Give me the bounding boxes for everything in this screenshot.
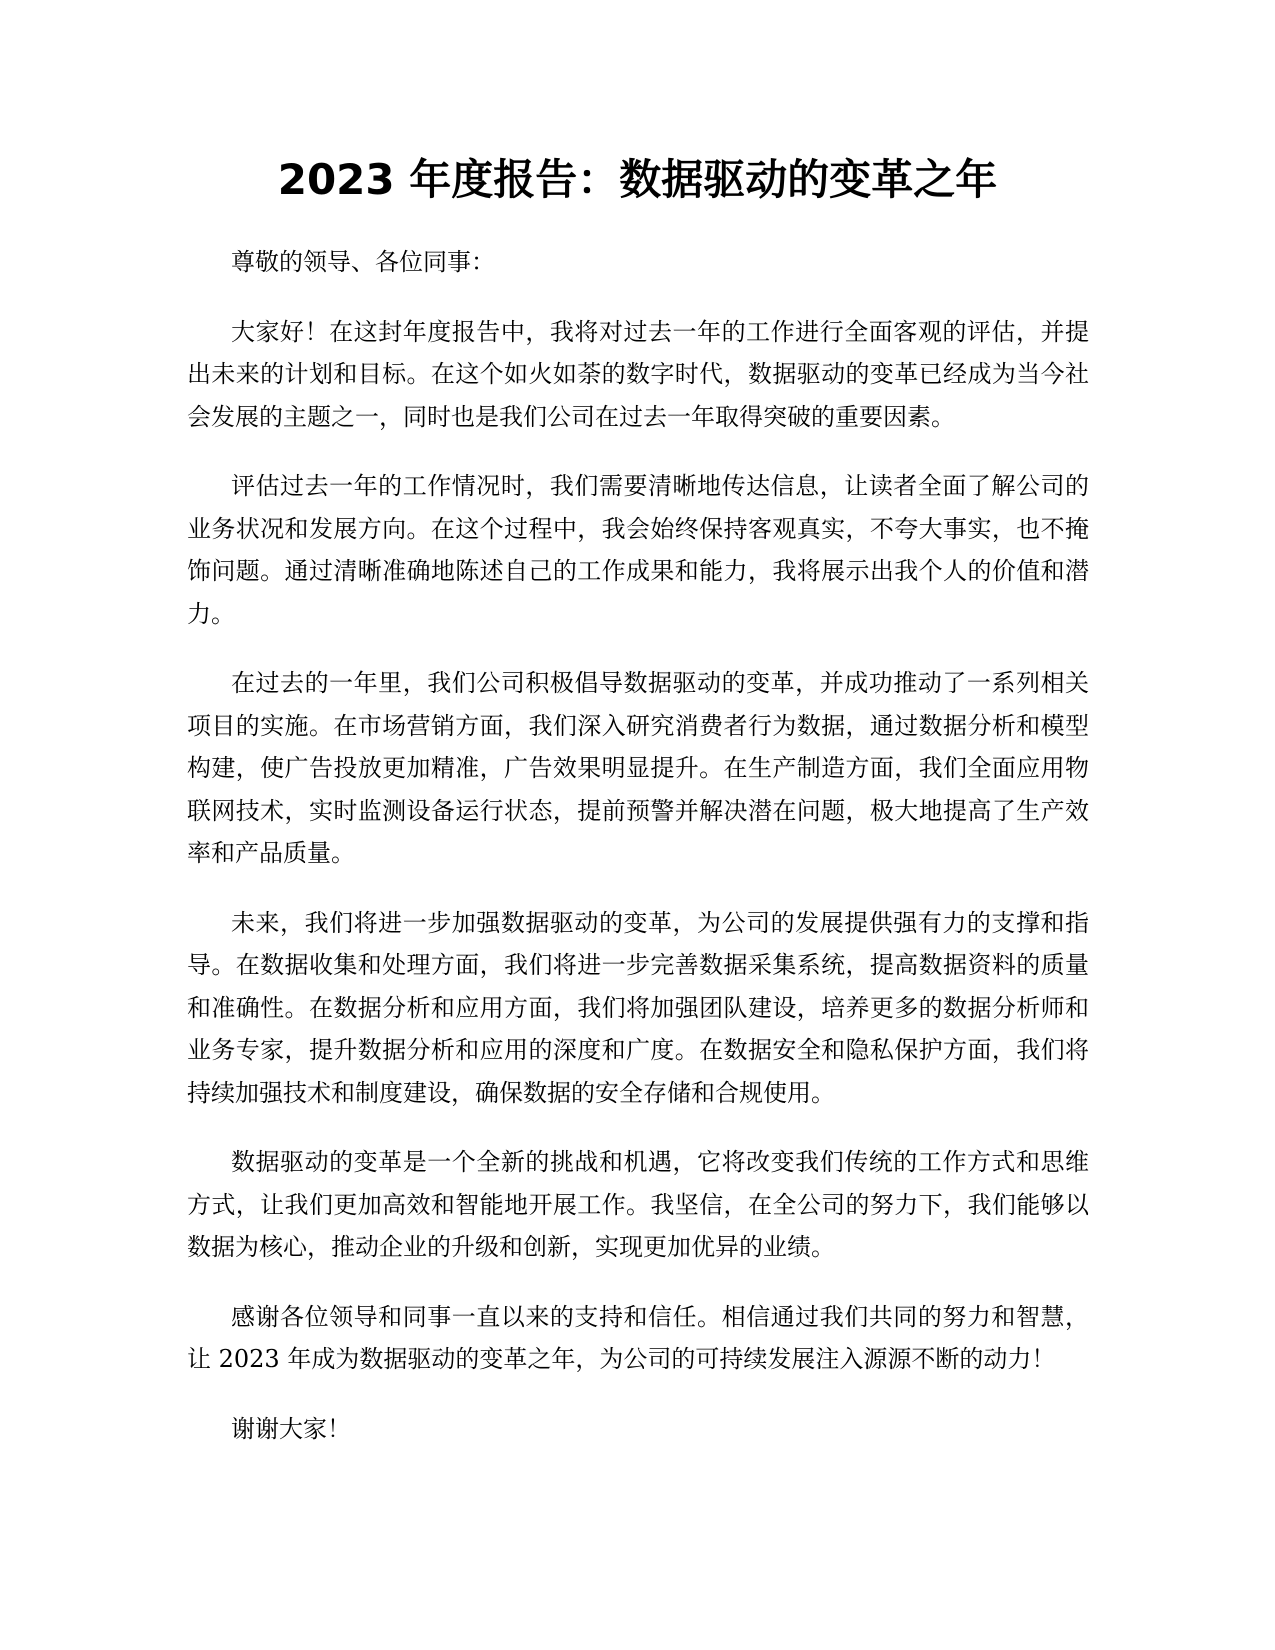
closing-paragraph: 谢谢大家！ — [231, 1414, 351, 1443]
document-title: 2023 年度报告：数据驱动的变革之年 — [277, 155, 998, 204]
future-plans-paragraph: 未来，我们将进一步加强数据驱动的变革，为公司的发展提供强有力的支撑和指导。在数据收集和处理方面，我们将进一步完善数据采集系统，提高数据资料的质量和准确性。在数据分析和应用方面，我们将加强团队建设，培养更多的数据分析师和业务专家，提升数据分析和应用的深度和广度。在数据安全和隐私保护方面，我们将持续加强技术和制度建设，确保数据的安全存储和合规使用。 — [187, 908, 1089, 1107]
intro-paragraph: 大家好！在这封年度报告中，我将对过去一年的工作进行全面客观的评估，并提出未来的计划和目标。在这个如火如荼的数字时代，数据驱动的变革已经成为当今社会发展的主题之一，同时也是我们公司在过去一年取得突破的重要因素。 — [187, 317, 1089, 431]
document-body — [187, 241, 1089, 1477]
achievements-paragraph: 在过去的一年里，我们公司积极倡导数据驱动的变革，并成功推动了一系列相关项目的实施。在市场营销方面，我们深入研究消费者行为数据，通过数据分析和模型构建，使广告投放更加精准，广告效果明显提升。在生产制造方面，我们全面应用物联网技术，实时监测设备运行状态，提前预警并解决潜在问题，极大地提高了生产效率和产品质量。 — [187, 669, 1089, 867]
salutation-paragraph: 尊敬的领导、各位同事： — [231, 248, 495, 276]
challenge-paragraph: 数据驱动的变革是一个全新的挑战和机遇，它将改变我们传统的工作方式和思维方式，让我们更加高效和智能地开展工作。我坚信，在全公司的努力下，我们能够以数据为核心，推动企业的升级和创新，实现更加优异的业绩。 — [187, 1148, 1089, 1261]
evaluation-paragraph: 评估过去一年的工作情况时，我们需要清晰地传达信息，让读者全面了解公司的业务状况和发展方向。在这个过程中，我会始终保持客观真实，不夸大事实，也不掩饰问题。通过清晰准确地陈述自己的工作成果和能力，我将展示出我个人的价值和潜力。 — [187, 472, 1089, 628]
thanks-paragraph: 感谢各位领导和同事一直以来的支持和信任。相信通过我们共同的努力和智慧，让 2023 年成为数据驱动的变革之年，为公司的可持续发展注入源源不断的动力！ — [187, 1302, 1089, 1373]
